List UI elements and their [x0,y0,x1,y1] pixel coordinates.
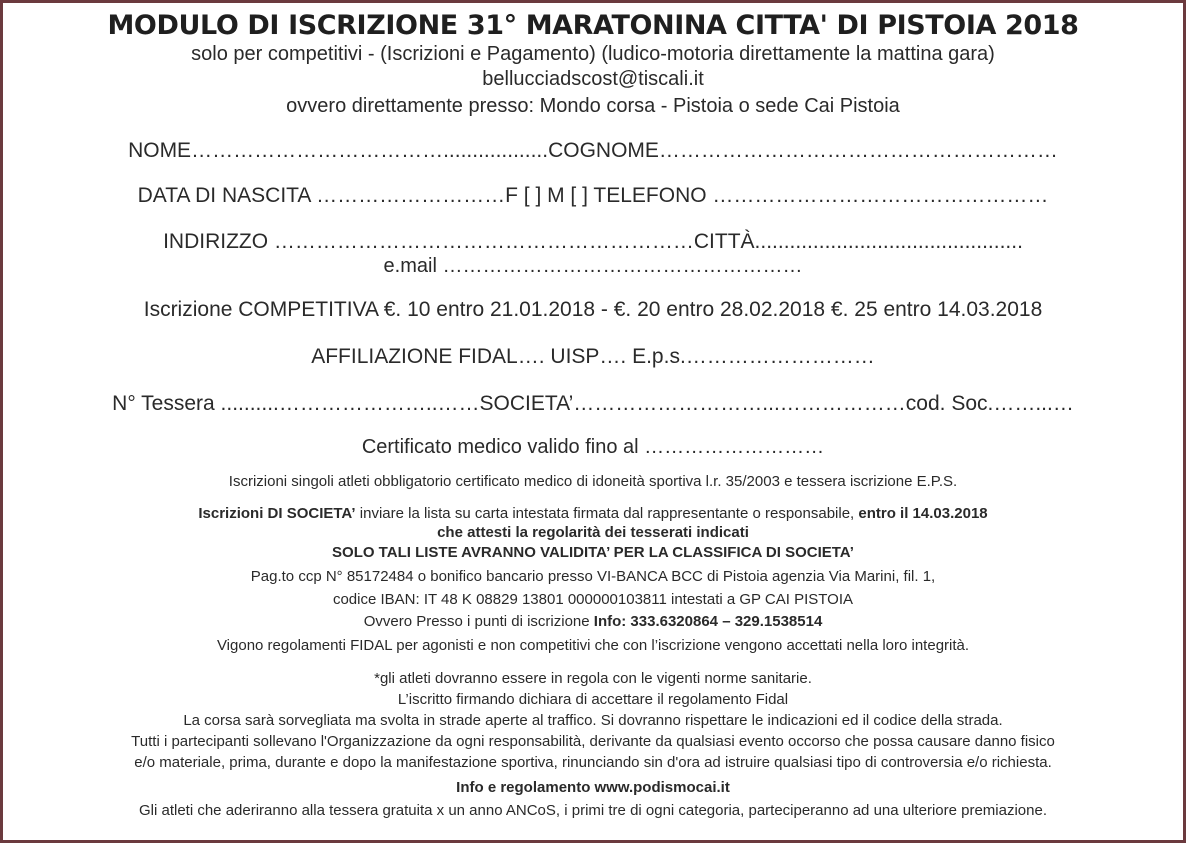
fee-info: Iscrizione COMPETITIVA €. 10 entro 21.01.2018 - €. 20 entro 28.02.2018 €. 25 entro 14.03.2018 [143,298,1043,321]
birthdate-phone-field[interactable]: DATA DI NASCITA ………………………F [ ] M [ ] TELEFONO ………………………………………… [137,184,1049,207]
society-label: Iscrizioni DI SOCIETA’ [198,505,356,522]
registration-location: ovvero direttamente presso: Mondo corsa - Pistoia o sede Cai Pistoia [286,95,900,117]
subtitle: solo per competitivi - (Iscrizioni e Pagamento) (ludico-motoria direttamente la mattina gara) [191,43,995,65]
certificate-rule: Iscrizioni singoli atleti obbligatorio certificato medico di idoneità sportiva l.r. 35/2003 e tessera iscrizione E.P.S. [228,473,958,490]
payment-info: Pag.to ccp N° 85172484 o bonifico bancario presso VI-BANCA BCC di Pistoia agenzia Via Marini, fil. 1, [250,568,936,585]
accept-note: L’iscritto firmando dichiara di accettare il regolamento Fidal [397,691,789,708]
iban-info: codice IBAN: IT 48 K 08829 13801 000000103811 intestati a GP CAI PISTOIA [332,591,854,608]
society-text: inviare la lista su carta intestata firmata dal rappresentante o responsabile, [355,505,859,522]
info-website: Info e regolamento www.podismocai.it [456,779,730,796]
attest-note: che attesti la regolarità dei tesserati indicati [437,524,749,541]
affiliation-field[interactable]: AFFILIAZIONE FIDAL…. UISP…. E.p.s.……………………… [311,345,875,368]
health-note: *gli atleti dovranno essere in regola con le vigenti norme sanitarie. [374,670,812,687]
traffic-note: La corsa sarà sorvegliata ma svolta in strade aperte al traffico. Si dovranno rispettare le indicazioni ed il codice della strada. [183,712,1003,729]
address-city-field[interactable]: INDIRIZZO ……………………………………………………CITTÀ.............................................. [163,230,1023,253]
page-title: MODULO DI ISCRIZIONE 31° MARATONINA CITTA' DI PISTOIA 2018 [107,10,1079,41]
email-field[interactable]: e.mail ……………………………………………… [383,255,803,277]
ancos-note: Gli atleti che aderiranno alla tessera gratuita x un anno ANCoS, i primi tre di ogni categoria, parteciperanno ad una ulteriore premiazione. [138,802,1047,819]
contact-email: belluccіadscost@tiscali.it [482,68,704,90]
society-deadline: entro il 14.03.2018 [858,505,988,522]
phone-info: Info: 333.6320864 – 329.1538514 [593,613,823,630]
points-text: Ovvero Presso i punti di iscrizione [363,613,594,630]
society-registration [3,505,1183,522]
validity-note: SOLO TALI LISTE AVRANNO VALIDITA’ PER LA CLASSIFICA DI SOCIETA’ [332,544,854,561]
regulations-note: Vigono regolamenti FIDAL per agonisti e non competitivi che con l’iscrizione vengono accettati nella loro integrità. [216,637,970,654]
name-surname-field[interactable]: NOME………………………………..................COGNOME………………………………………………… [128,139,1058,162]
points-info [3,613,1183,630]
liability-note-2: e/o materiale, prima, durante e dopo la manifestazione sportiva, rinunciando sin d'ora ad istruire qualsiasi tipo di controversia e/o richiesta. [134,754,1052,771]
medical-certificate-field[interactable]: Certificato medico valido fino al ……………………… [361,436,825,458]
membership-card-field[interactable]: N° Tessera ..........…………………..……SOCIETA’………………………...………………cod. Soc.……...… [112,392,1074,415]
liability-note-1: Tutti i partecipanti sollevano l'Organizzazione da ogni responsabilità, derivante da qualsiasi evento occorso che possa causare danno fisico [131,733,1055,750]
